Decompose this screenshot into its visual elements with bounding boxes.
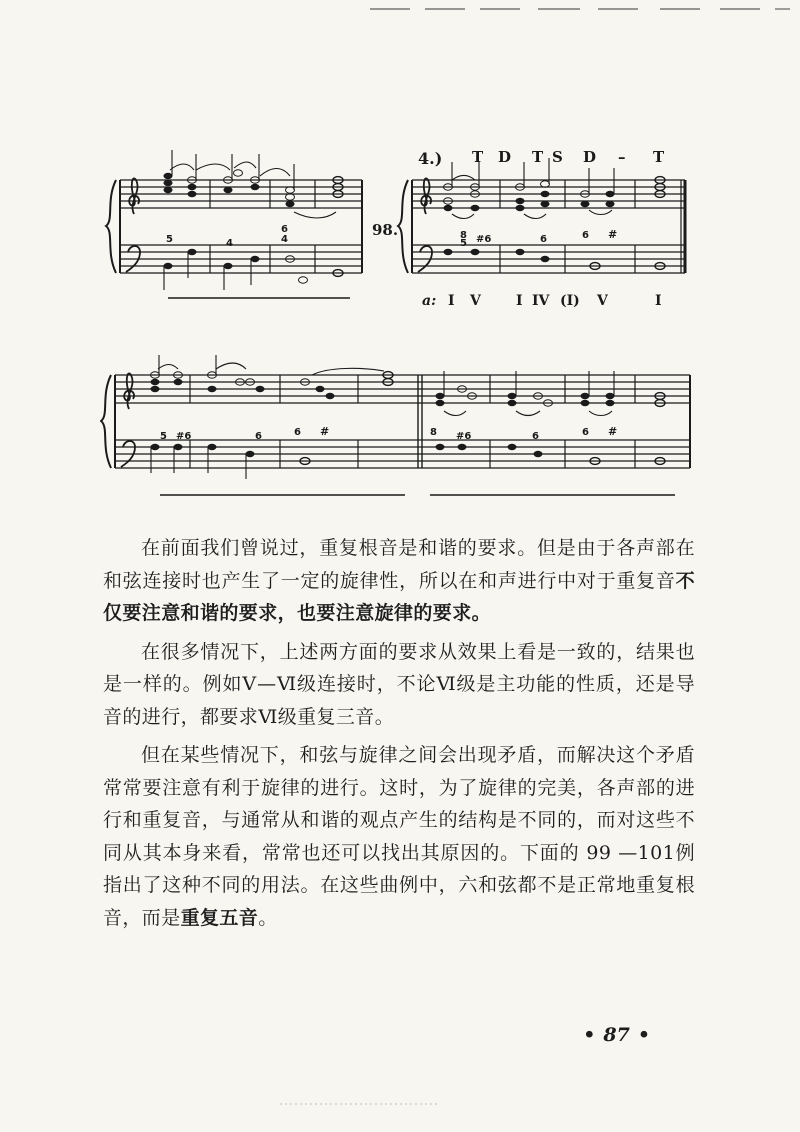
degree-label: I (448, 293, 455, 309)
example-number: 98. (372, 221, 399, 239)
key-label: a: (422, 293, 437, 309)
function-label: T (532, 148, 544, 166)
bottom-bass-staff (115, 440, 690, 468)
degree-label: I (516, 293, 523, 309)
paragraph-3-emphasis: 重复五音 (180, 906, 259, 929)
figure: #6 (176, 431, 192, 442)
figured-bass-top-right (460, 228, 617, 249)
notes-bottom (151, 372, 666, 465)
treble-clef-icon-2 (421, 178, 431, 214)
figure: 8 (430, 427, 437, 438)
paragraph-1-emphasis: 不仅要注意和谐的要求，也要注意旋律的要求。 (103, 569, 695, 624)
figure: #6 (476, 234, 492, 245)
function-label: T (472, 148, 484, 166)
figure: 6 (294, 427, 301, 438)
paragraph-1 (103, 532, 695, 630)
degree-label: V (470, 293, 481, 309)
function-label: T (653, 148, 665, 166)
figure: # (608, 228, 618, 241)
figure: 4 (226, 238, 233, 249)
paragraph-3-text: 但在某些情况下，和弦与旋律之间会出现矛盾，而解决这个矛盾常常要注意有利于旋律的进行。这时，为了旋律的完美，各声部的进行和重复音，与通常从和谐的观点产生的结构是不同的，而对这些不同从其本身来看，常常也还可以找出其原因的。下面的 99 —101例指出了这种不同的用法。在这些曲例中，六和弦都不是正常地重复根音，而是 (103, 744, 695, 929)
page-dot-right: • (637, 1024, 650, 1046)
degree-label: V (597, 293, 608, 309)
body-text (103, 532, 695, 940)
figure: # (320, 425, 330, 438)
function-label: S (552, 148, 563, 166)
figure: #6 (456, 431, 472, 442)
paragraph-2-text: 在很多情况下，上述两方面的要求从效果上看是一致的，结果也是一样的。例如Ⅴ—Ⅵ级连接时，不论Ⅵ级是主功能的性质，还是导音的进行，都要求Ⅵ级重复三音。 (103, 640, 695, 728)
bottom-treble-staff (115, 375, 690, 403)
top-border-dashes (370, 6, 790, 12)
figure: 6 (281, 224, 288, 235)
treble-clef-icon (129, 178, 139, 214)
page-number-value: 87 (603, 1024, 630, 1046)
paragraph-1-text: 在前面我们曾说过，重复根音是和谐的要求。但是由于各声部在和弦连接时也产生了一定的旋律性，所以在和声进行中对于重复音 (103, 537, 695, 592)
figure: 4 (281, 234, 288, 245)
degree-labels (448, 293, 662, 309)
figure: 6 (532, 431, 539, 442)
left-bass-staff (120, 245, 362, 273)
music-example-98-top (100, 140, 700, 320)
degree-label: IV (532, 293, 550, 309)
treble-clef-icon-3 (124, 373, 134, 409)
example-part-label: 4.) (418, 149, 443, 168)
scan-artifact (280, 1102, 440, 1106)
function-label: D (583, 148, 597, 166)
stems-and-ties-bottom (151, 355, 675, 495)
figure: 6 (582, 427, 589, 438)
page-number (575, 1024, 658, 1046)
function-label: – (618, 148, 626, 166)
function-label: D (498, 148, 512, 166)
paragraph-3-tail: 。 (258, 906, 278, 929)
paragraph-3 (103, 739, 695, 934)
figure: 5 (166, 234, 173, 245)
figure: 6 (582, 230, 589, 241)
music-example-98-bottom (100, 355, 700, 505)
figure: 6 (255, 431, 262, 442)
figure: # (608, 425, 618, 438)
left-treble-staff (120, 180, 362, 208)
figure: 8 (460, 230, 467, 241)
figure: 6 (540, 234, 547, 245)
paragraph-2 (103, 636, 695, 734)
page-dot-left: • (583, 1024, 596, 1046)
function-labels (472, 148, 665, 166)
degree-label: I (655, 293, 662, 309)
figure: 5 (160, 431, 167, 442)
degree-label: (I) (560, 293, 580, 309)
figure: 5 (460, 238, 467, 249)
